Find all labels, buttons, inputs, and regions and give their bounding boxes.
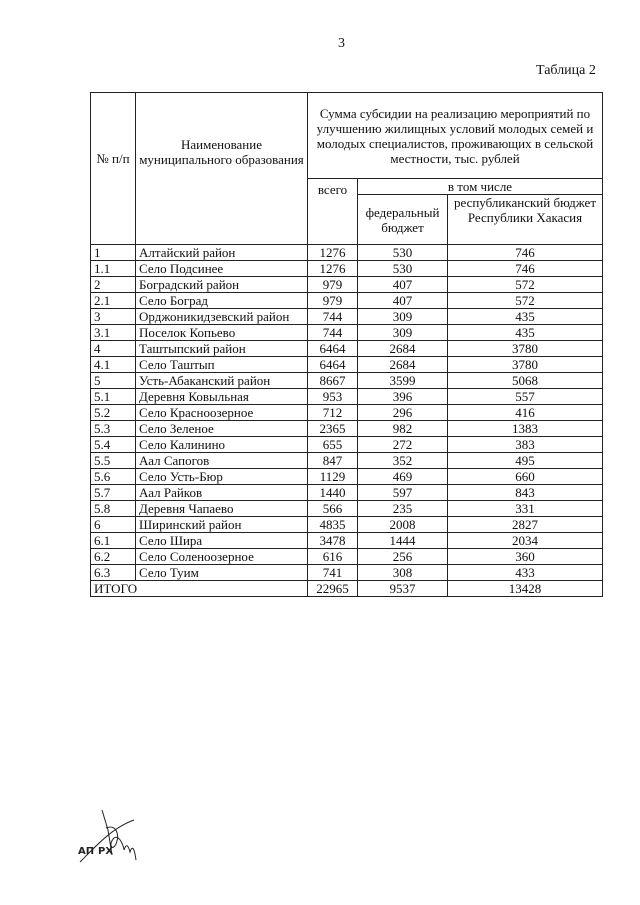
row-federal: 272 [358, 437, 448, 453]
row-number: 3.1 [91, 325, 136, 341]
row-republic: 360 [448, 549, 603, 565]
row-republic: 2034 [448, 533, 603, 549]
row-number: 6 [91, 517, 136, 533]
row-federal: 2008 [358, 517, 448, 533]
total-federal: 9537 [358, 581, 448, 597]
row-federal: 597 [358, 485, 448, 501]
table-row [91, 293, 603, 309]
table-label: Таблица 2 [536, 63, 596, 78]
row-republic: 660 [448, 469, 603, 485]
row-republic: 572 [448, 277, 603, 293]
row-federal: 1444 [358, 533, 448, 549]
row-republic: 5068 [448, 373, 603, 389]
row-republic: 435 [448, 309, 603, 325]
row-federal: 407 [358, 277, 448, 293]
row-total: 566 [308, 501, 358, 517]
row-name: Усть-Абаканский район [136, 373, 308, 389]
row-federal: 309 [358, 309, 448, 325]
table-row [91, 357, 603, 373]
row-name: Боградский район [136, 277, 308, 293]
table-row [91, 277, 603, 293]
row-number: 6.3 [91, 565, 136, 581]
signature-stamp [72, 800, 172, 880]
row-name: Ширинский район [136, 517, 308, 533]
total-row [91, 581, 603, 597]
row-number: 5.8 [91, 501, 136, 517]
row-federal: 235 [358, 501, 448, 517]
table-row [91, 341, 603, 357]
table-row [91, 565, 603, 581]
row-number: 6.2 [91, 549, 136, 565]
subsidy-table [90, 92, 603, 597]
row-number: 4.1 [91, 357, 136, 373]
row-name: Село Туим [136, 565, 308, 581]
row-total: 741 [308, 565, 358, 581]
table-row [91, 261, 603, 277]
row-name: Аал Сапогов [136, 453, 308, 469]
row-name: Орджоникидзевский район [136, 309, 308, 325]
table-row [91, 389, 603, 405]
row-total: 8667 [308, 373, 358, 389]
table-row [91, 453, 603, 469]
table-row [91, 421, 603, 437]
row-number: 4 [91, 341, 136, 357]
header-federal: федеральный бюджет [358, 195, 448, 245]
table-row [91, 309, 603, 325]
row-name: Село Шира [136, 533, 308, 549]
row-federal: 530 [358, 261, 448, 277]
row-total: 6464 [308, 341, 358, 357]
row-total: 1440 [308, 485, 358, 501]
header-sum: Сумма субсидии на реализацию мероприятий по улучшению жилищных условий молодых семей и молодых специалистов, проживающих в сельской местности, тыс. рублей [308, 93, 603, 179]
row-name: Деревня Чапаево [136, 501, 308, 517]
row-name: Село Подсинее [136, 261, 308, 277]
table-row [91, 485, 603, 501]
total-sum: 22965 [308, 581, 358, 597]
table-row [91, 373, 603, 389]
row-federal: 296 [358, 405, 448, 421]
row-republic: 557 [448, 389, 603, 405]
row-name: Село Боград [136, 293, 308, 309]
table-row [91, 437, 603, 453]
header-total: всего [308, 179, 358, 245]
row-total: 979 [308, 293, 358, 309]
header-republic: республиканский бюджет Республики Хакасия [448, 195, 603, 245]
row-republic: 2827 [448, 517, 603, 533]
row-name: Село Красноозерное [136, 405, 308, 421]
row-name: Село Калинино [136, 437, 308, 453]
row-number: 2 [91, 277, 136, 293]
row-total: 616 [308, 549, 358, 565]
row-republic: 433 [448, 565, 603, 581]
row-republic: 572 [448, 293, 603, 309]
row-number: 5.5 [91, 453, 136, 469]
row-republic: 495 [448, 453, 603, 469]
row-total: 979 [308, 277, 358, 293]
row-number: 5.3 [91, 421, 136, 437]
row-federal: 256 [358, 549, 448, 565]
row-name: Аал Райков [136, 485, 308, 501]
row-number: 6.1 [91, 533, 136, 549]
row-total: 1276 [308, 245, 358, 261]
row-federal: 2684 [358, 341, 448, 357]
header-num: № п/п [91, 93, 136, 245]
row-republic: 746 [448, 245, 603, 261]
row-number: 5.2 [91, 405, 136, 421]
row-total: 744 [308, 325, 358, 341]
row-name: Деревня Ковыльная [136, 389, 308, 405]
table-row [91, 405, 603, 421]
row-name: Село Зеленое [136, 421, 308, 437]
row-number: 3 [91, 309, 136, 325]
svg-text:РХ: РХ [98, 846, 114, 857]
row-number: 5.7 [91, 485, 136, 501]
row-republic: 416 [448, 405, 603, 421]
row-federal: 3599 [358, 373, 448, 389]
row-name: Алтайский район [136, 245, 308, 261]
row-republic: 3780 [448, 341, 603, 357]
total-label: ИТОГО [91, 581, 308, 597]
row-republic: 383 [448, 437, 603, 453]
svg-text:АП: АП [78, 846, 95, 857]
table-row [91, 501, 603, 517]
row-total: 847 [308, 453, 358, 469]
row-number: 1.1 [91, 261, 136, 277]
row-number: 5 [91, 373, 136, 389]
row-total: 6464 [308, 357, 358, 373]
row-federal: 982 [358, 421, 448, 437]
row-number: 5.4 [91, 437, 136, 453]
header-including: в том числе [358, 179, 603, 195]
total-republic: 13428 [448, 581, 603, 597]
table-row [91, 325, 603, 341]
row-republic: 435 [448, 325, 603, 341]
row-name: Село Соленоозерное [136, 549, 308, 565]
row-republic: 3780 [448, 357, 603, 373]
row-total: 953 [308, 389, 358, 405]
row-republic: 331 [448, 501, 603, 517]
row-republic: 843 [448, 485, 603, 501]
row-federal: 407 [358, 293, 448, 309]
row-name: Село Таштып [136, 357, 308, 373]
row-number: 5.6 [91, 469, 136, 485]
row-federal: 308 [358, 565, 448, 581]
row-total: 744 [308, 309, 358, 325]
row-total: 712 [308, 405, 358, 421]
row-name: Поселок Копьево [136, 325, 308, 341]
row-federal: 2684 [358, 357, 448, 373]
row-total: 3478 [308, 533, 358, 549]
row-total: 1276 [308, 261, 358, 277]
table-row [91, 533, 603, 549]
table-row [91, 517, 603, 533]
row-republic: 1383 [448, 421, 603, 437]
table-row [91, 245, 603, 261]
row-federal: 309 [358, 325, 448, 341]
table-row [91, 549, 603, 565]
row-total: 655 [308, 437, 358, 453]
row-total: 4835 [308, 517, 358, 533]
row-total: 2365 [308, 421, 358, 437]
page-number: 3 [338, 36, 345, 51]
row-federal: 396 [358, 389, 448, 405]
row-name: Село Усть-Бюр [136, 469, 308, 485]
row-number: 5.1 [91, 389, 136, 405]
row-federal: 530 [358, 245, 448, 261]
header-name: Наименование муниципального образования [136, 93, 308, 245]
row-federal: 352 [358, 453, 448, 469]
table-row [91, 469, 603, 485]
row-republic: 746 [448, 261, 603, 277]
row-number: 1 [91, 245, 136, 261]
row-federal: 469 [358, 469, 448, 485]
row-name: Таштыпский район [136, 341, 308, 357]
row-total: 1129 [308, 469, 358, 485]
row-number: 2.1 [91, 293, 136, 309]
